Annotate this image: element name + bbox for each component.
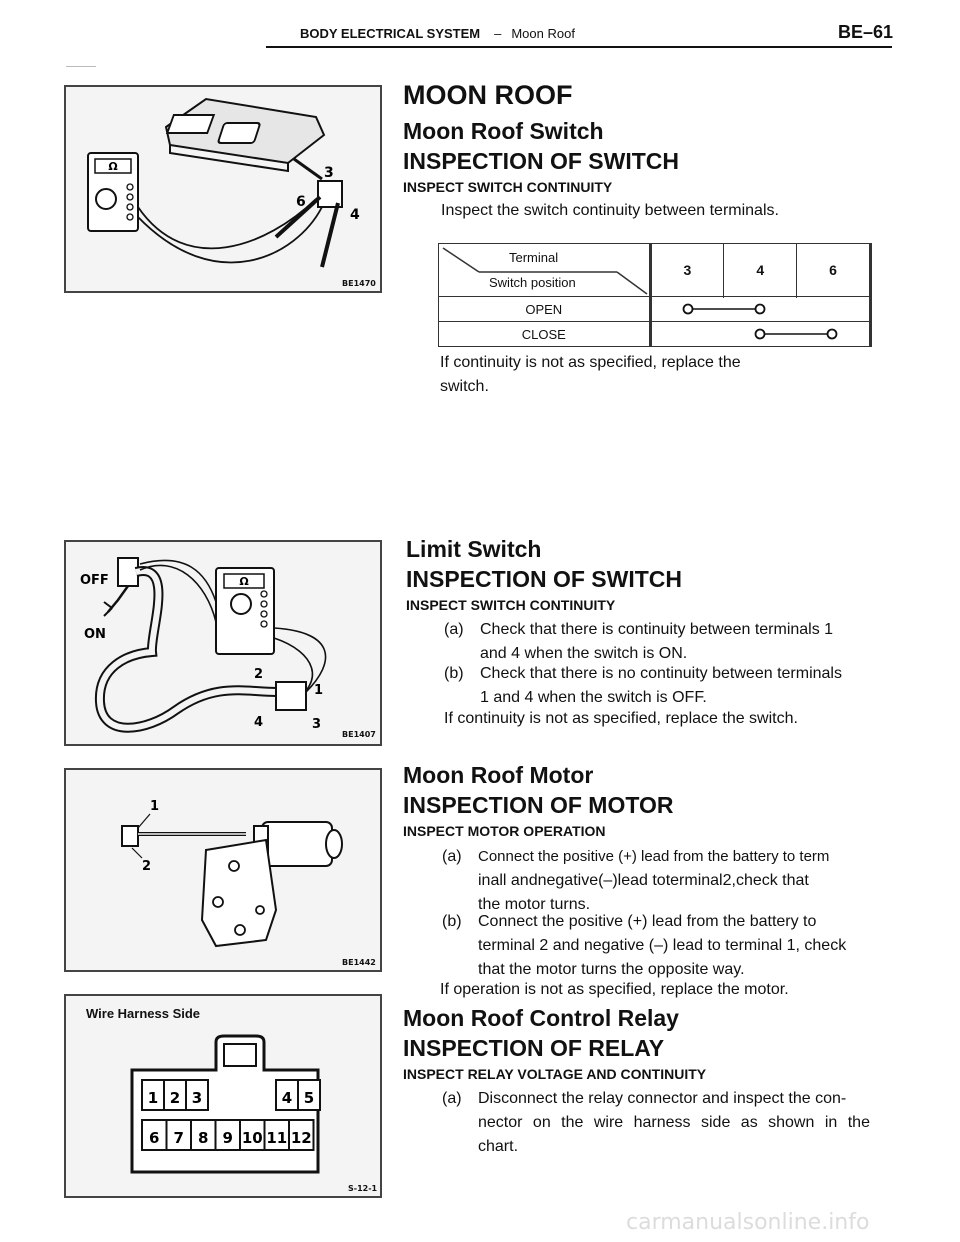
header-subsection: Moon Roof — [511, 26, 575, 41]
figure1-label-6: 6 — [296, 194, 306, 210]
svg-text:Ω: Ω — [239, 575, 249, 588]
table-corner-terminal: Terminal — [509, 250, 559, 265]
header-separator: – — [494, 26, 502, 41]
table-row-open-connection — [650, 297, 870, 322]
moon-roof-switch-subheading: INSPECT SWITCH CONTINUITY — [403, 179, 613, 195]
connector-pin-number: 11 — [266, 1129, 288, 1147]
table-col-3: 3 — [650, 244, 724, 297]
moon-roof-switch-heading: INSPECTION OF SWITCH — [403, 148, 679, 174]
limit-off-label: OFF — [80, 573, 109, 588]
motor-label-1: 1 — [150, 799, 160, 814]
motor-step-a-label: (a) — [442, 848, 462, 865]
motor-step-b-line2: terminal 2 and negative (–) lead to terminal 1, check — [478, 937, 847, 954]
limit-on-label: ON — [84, 627, 106, 642]
motor-illustration — [66, 770, 380, 970]
figure1-label-3: 3 — [324, 165, 334, 181]
moon-roof-switch-title: Moon Roof Switch — [403, 118, 604, 144]
close-connection-line — [652, 322, 868, 346]
table-col-4: 4 — [724, 244, 797, 297]
connector-pin-number: 2 — [169, 1089, 181, 1107]
figure-switch-ohmmeter — [64, 85, 382, 293]
motor-subheading: INSPECT MOTOR OPERATION — [403, 823, 606, 839]
limit-label-3: 3 — [312, 717, 322, 732]
connector-pin-number: 8 — [198, 1129, 209, 1147]
relay-step-a-line2: nector on the wire harness side as shown in the — [478, 1114, 870, 1131]
watermark: carmanualsonline.info — [626, 1210, 870, 1235]
table-corner-switch-position: Switch position — [489, 275, 576, 290]
motor-title: Moon Roof Motor — [403, 762, 594, 788]
limit-switch-illustration — [66, 542, 380, 744]
wire-harness-title: Wire Harness Side — [86, 1006, 201, 1021]
connector-pin-number: 7 — [173, 1129, 184, 1147]
figure-wire-harness — [64, 994, 382, 1198]
connector-pin-number: 10 — [241, 1129, 263, 1147]
table-row-close-connection — [650, 322, 870, 347]
moon-roof-switch-note-1: If continuity is not as specified, replace the — [440, 354, 741, 371]
header-section-title: BODY ELECTRICAL SYSTEM — [300, 26, 481, 41]
figure-limit-switch — [64, 540, 382, 746]
motor-step-a-line2: inall andnegative(–)lead toterminal2,check that — [478, 872, 809, 889]
table-corner-cell — [439, 244, 651, 297]
motor-heading: INSPECTION OF MOTOR — [403, 792, 674, 818]
svg-text:Ω: Ω — [108, 160, 118, 173]
table-row-close-label: CLOSE — [439, 322, 651, 347]
connector-pin-number: 3 — [191, 1089, 203, 1107]
moon-roof-switch-note-2: switch. — [440, 378, 489, 395]
motor-step-a-line1: Connect the positive (+) lead from the battery to term — [478, 848, 830, 865]
switch-ohmmeter-illustration — [66, 87, 380, 291]
limit-step-a-line2: and 4 when the switch is ON. — [480, 645, 688, 662]
main-title: MOON ROOF — [403, 80, 573, 110]
motor-step-b — [442, 910, 872, 982]
relay-title: Moon Roof Control Relay — [403, 1005, 679, 1031]
motor-step-b-line3: that the motor turns the opposite way. — [478, 961, 745, 978]
motor-step-b-label: (b) — [442, 913, 462, 930]
switch-continuity-table — [438, 243, 872, 347]
motor-note: If operation is not as specified, replace the motor. — [440, 981, 789, 998]
limit-step-b-line1: Check that there is no continuity between terminals — [480, 665, 842, 682]
limit-switch-note: If continuity is not as specified, replace the switch. — [444, 710, 798, 727]
connector-illustration — [66, 996, 380, 1196]
figure2-code: BE1407 — [342, 730, 376, 739]
connector-pin-number: 1 — [147, 1089, 159, 1107]
table-row-open-label: OPEN — [439, 297, 651, 322]
limit-step-a — [444, 618, 874, 666]
limit-label-1: 1 — [314, 683, 324, 698]
header-rule — [266, 46, 892, 48]
moon-roof-switch-intro: Inspect the switch continuity between terminals. — [441, 202, 779, 219]
connector-pin-number: 5 — [303, 1089, 315, 1107]
relay-step-a-line1: Disconnect the relay connector and inspect the con- — [478, 1090, 847, 1107]
motor-label-2: 2 — [142, 859, 152, 874]
limit-step-b-label: (b) — [444, 665, 464, 682]
relay-subheading: INSPECT RELAY VOLTAGE AND CONTINUITY — [403, 1066, 707, 1082]
figure4-code: S-12-1 — [348, 1184, 378, 1193]
connector-pin-number: 9 — [222, 1129, 233, 1147]
margin-mark — [66, 66, 96, 67]
limit-step-a-label: (a) — [444, 621, 464, 638]
motor-step-a — [442, 845, 872, 917]
limit-label-2: 2 — [254, 667, 264, 682]
running-header — [300, 26, 575, 41]
relay-step-a-label: (a) — [442, 1090, 462, 1107]
figure-motor — [64, 768, 382, 972]
connector-pin-number: 4 — [281, 1089, 293, 1107]
relay-step-a-line3: chart. — [478, 1138, 519, 1155]
limit-label-4: 4 — [254, 715, 264, 730]
limit-switch-heading: INSPECTION OF SWITCH — [406, 566, 682, 592]
limit-switch-title: Limit Switch — [406, 536, 542, 562]
figure1-code: BE1470 — [342, 279, 376, 288]
open-connection-line — [652, 297, 868, 321]
limit-step-b — [444, 662, 874, 710]
limit-step-b-line2: 1 and 4 when the switch is OFF. — [480, 689, 707, 706]
figure3-code: BE1442 — [342, 958, 376, 967]
connector-pin-number: 12 — [290, 1129, 312, 1147]
motor-step-b-line1: Connect the positive (+) lead from the battery to — [478, 913, 817, 930]
limit-step-a-line1: Check that there is continuity between terminals 1 — [480, 621, 834, 638]
connector-pin-number: 6 — [149, 1129, 160, 1147]
figure1-label-4: 4 — [350, 207, 360, 223]
page-number: BE–61 — [838, 22, 894, 42]
relay-step-a — [442, 1087, 872, 1159]
table-col-6: 6 — [797, 244, 871, 297]
limit-switch-subheading: INSPECT SWITCH CONTINUITY — [406, 597, 616, 613]
relay-heading: INSPECTION OF RELAY — [403, 1035, 665, 1061]
motor-step-a-line3: the motor turns. — [478, 896, 591, 913]
